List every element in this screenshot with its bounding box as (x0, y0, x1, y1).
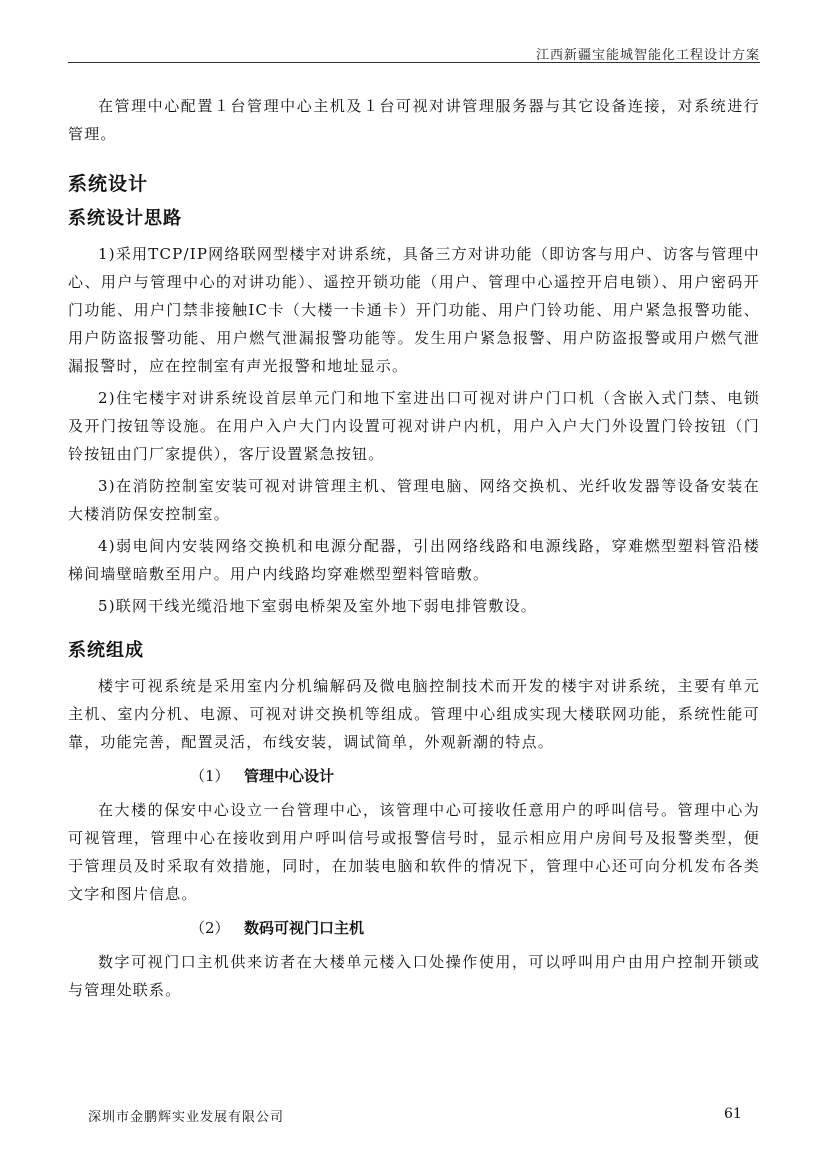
heading-design-approach: 系统设计思路 (68, 208, 182, 229)
page-number: 61 (724, 1106, 742, 1122)
composition-paragraph: 楼宇可视系统是采用室内分机编解码及微电脑控制技术而开发的楼宇对讲系统，主要有单元主机、室内分机、电源、可视对讲交换机等组成。管理中心组成实现大楼联网功能，系统性能可靠，功能完善，配置灵活，布线安装，调试简单，外观新潮的特点。 (68, 677, 760, 751)
header-title: 江西新疆宝能城智能化工程设计方案 (535, 48, 760, 63)
footer-company: 深圳市金鹏辉实业发展有限公司 (88, 1110, 285, 1125)
design-item-4: 4)弱电间内安装网络交换机和电源分配器，引出网络线路和电源线路，穿难燃型塑料管沿楼梯间墙壁暗敷至用户。用户内线路均穿难燃型塑料管暗敷。 (68, 537, 760, 583)
intro-paragraph: 在管理中心配置１台管理中心主机及１台可视对讲管理服务器与其它设备连接，对系统进行管理。 (68, 97, 760, 143)
subheading-number: （1） (190, 767, 230, 785)
design-item-5: 5)联网干线光缆沿地下室弱电桥架及室外地下弱电排管敷设。 (98, 597, 537, 615)
subheading-management-center (68, 762, 760, 790)
design-item-1: 1)采用TCP/IP网络联网型楼宇对讲系统，具备三方对讲功能（即访客与用户、访客与管理中心、用户与管理中心的对讲功能）、遥控开锁功能（用户、管理中心遥控开启电锁）、用户密码开门功能、用户门禁非接触IC卡（大楼一卡通卡）开门功能、用户门铃功能、用户紧急报警功能、用户防盗报警功能、用户燃气泄漏报警功能等。发生用户紧急报警、用户防盗报警或用户燃气泄漏报警时，应在控制室有声光报警和地址显示。 (68, 245, 760, 375)
subheading-title: 数码可视门口主机 (244, 919, 365, 937)
subheading-title: 管理中心设计 (244, 767, 335, 785)
design-item-2: 2)住宅楼宇对讲系统设首层单元门和地下室进出口可视对讲户门口机（含嵌入式门禁、电锁及开门按钮等设施。在用户入户大门内设置可视对讲户内机，用户入户大门外设置门铃按钮（门铃按钮由门厂家提供），客厅设置紧急按钮。 (68, 389, 760, 463)
heading-system-composition: 系统组成 (68, 640, 144, 661)
subheading-door-station (68, 914, 760, 942)
subheading-number: （2） (190, 919, 230, 937)
document-body (68, 92, 760, 1004)
heading-system-design: 系统设计 (68, 173, 149, 195)
header-divider (68, 62, 760, 63)
door-station-paragraph: 数字可视门口主机供来访者在大楼单元楼入口处操作使用，可以呼叫用户由用户控制开锁或与管理处联系。 (68, 953, 760, 999)
design-item-3: 3)在消防控制室安装可视对讲管理主机、管理电脑、网络交换机、光纤收发器等设备安装在大楼消防保安控制室。 (68, 477, 760, 523)
management-center-paragraph: 在大楼的保安中心设立一台管理中心，该管理中心可接收任意用户的呼叫信号。管理中心为可视管理，管理中心在接收到用户呼叫信号或报警信号时，显示相应用户房间号及报警类型，便于管理员及时采取有效措施，同时，在加装电脑和软件的情况下，管理中心还可向分机发布各类文字和图片信息。 (68, 801, 760, 903)
